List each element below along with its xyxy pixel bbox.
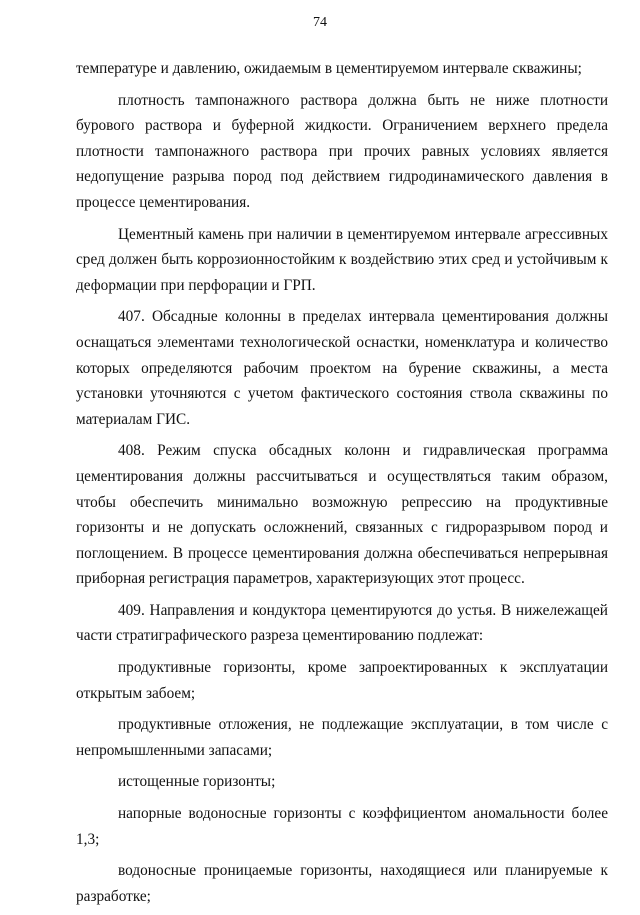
list-item-productive-deposits: продуктивные отложения, не подлежащие эксплуатации, в том числе с непромышленными запасами; [76,716,608,759]
list-item-productive-horizons: продуктивные горизонты, кроме запроектированных к эксплуатации открытым забоем; [76,659,608,702]
paragraph-1: температуре и давлению, ожидаемым в цементируемом интервале скважины; [76,60,582,77]
list-item-pressure-aquifers: напорные водоносные горизонты с коэффициентом аномальности более 1,3; [76,805,608,848]
list-item-depleted-horizons: истощенные горизонты; [118,773,276,791]
page-number: 74 [313,15,327,30]
paragraph-3: Цементный камень при наличии в цементируемом интервале агрессивных сред должен быть коррозионностойким к воздействию этих сред и устойчивым к деформации при перфорации и ГРП. [76,225,608,294]
paragraph-409: 409. Направления и кондуктора цементируются до устья. В нижележащей части стратиграфического разреза цементированию подлежат: [76,601,608,645]
document-body [76,56,608,915]
paragraph-2: плотность тампонажного раствора должна быть не ниже плотности бурового раствора и буферной жидкости. Ограничением верхнего предела плотности тампонажного раствора при прочих равных условиях является недопущение разрыва пород под действием гидродинамического давления в процессе цементирования. [76,91,608,211]
list-item-permeable-aquifers: водоносные проницаемые горизонты, находящиеся или планируемые к разработке; [76,862,608,905]
paragraph-408: 408. Режим спуска обсадных колонн и гидравлическая программа цементирования должны рассчитываться и осуществляться таким образом, чтобы обеспечить минимально возможную репрессию на продуктивные горизонты и не допускать осложнений, связанных с гидроразрывом пород и поглощением. В процессе цементирования должна обеспечиваться непрерывная приборная регистрация параметров, характеризующих этот процесс. [76,442,608,588]
paragraph-407: 407. Обсадные колонны в пределах интервала цементирования должны оснащаться элементами технологической оснастки, номенклатура и количество которых определяются рабочим проектом на бурение скважины, а места установки уточняются с учетом фактического состояния ствола скважины по материалам ГИС. [76,308,608,428]
